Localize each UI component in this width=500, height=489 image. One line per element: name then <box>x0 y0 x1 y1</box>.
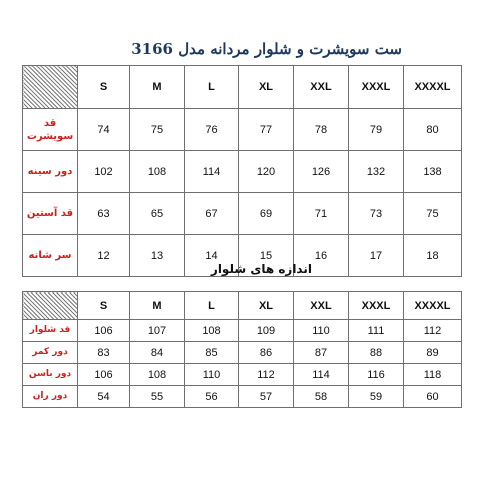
table-cell: 89 <box>404 342 462 364</box>
table-cell: 79 <box>349 109 404 151</box>
table-cell: 106 <box>78 320 130 342</box>
table-cell: 55 <box>130 386 185 408</box>
row-label-thigh: دور ران <box>23 386 78 408</box>
table-cell: 54 <box>78 386 130 408</box>
table-cell: 85 <box>185 342 239 364</box>
table-cell: 60 <box>404 386 462 408</box>
row-label-sweatshirt-length: قد سویشرت <box>23 109 78 151</box>
size-header-row <box>23 66 462 109</box>
table-cell: 59 <box>349 386 404 408</box>
table-cell: 83 <box>78 342 130 364</box>
table-cell: 14 <box>185 235 239 277</box>
table-row <box>23 364 462 386</box>
table-cell: 114 <box>294 364 349 386</box>
table-cell: 86 <box>239 342 294 364</box>
pants-size-table <box>22 291 462 408</box>
row-label-sleeve-length: قد آستین <box>23 193 78 235</box>
size-header: L <box>185 292 239 320</box>
page-title: ست سویشرت و شلوار مردانه مدل 3166 <box>131 40 402 58</box>
table-cell: 107 <box>130 320 185 342</box>
table-row <box>23 193 462 235</box>
table-cell: 17 <box>349 235 404 277</box>
hatched-corner-cell <box>23 292 78 320</box>
table-cell: 71 <box>294 193 349 235</box>
table-cell: 13 <box>130 235 185 277</box>
table-cell: 132 <box>349 151 404 193</box>
table-cell: 108 <box>185 320 239 342</box>
row-label-shoulder: سر شانه <box>23 235 78 277</box>
size-header: XXXL <box>349 292 404 320</box>
table-cell: 63 <box>78 193 130 235</box>
table-cell: 12 <box>78 235 130 277</box>
size-header: M <box>130 66 185 109</box>
table-cell: 108 <box>130 364 185 386</box>
table-cell: 77 <box>239 109 294 151</box>
table-row <box>23 109 462 151</box>
table-cell: 74 <box>78 109 130 151</box>
table-cell: 110 <box>294 320 349 342</box>
table-cell: 126 <box>294 151 349 193</box>
table-cell: 75 <box>404 193 462 235</box>
table-cell: 109 <box>239 320 294 342</box>
table-cell: 87 <box>294 342 349 364</box>
size-header: XXL <box>294 292 349 320</box>
table-cell: 102 <box>78 151 130 193</box>
table-cell: 118 <box>404 364 462 386</box>
table-cell: 15 <box>239 235 294 277</box>
hatched-corner-cell <box>23 66 78 109</box>
row-label-chest: دور سینه <box>23 151 78 193</box>
table-cell: 56 <box>185 386 239 408</box>
table-cell: 84 <box>130 342 185 364</box>
table-cell: 67 <box>185 193 239 235</box>
table-cell: 120 <box>239 151 294 193</box>
pants-section-title: اندازه های شلوار <box>210 262 312 276</box>
size-header: S <box>78 292 130 320</box>
table-cell: 73 <box>349 193 404 235</box>
table-cell: 108 <box>130 151 185 193</box>
size-header: L <box>185 66 239 109</box>
table-cell: 138 <box>404 151 462 193</box>
table-cell: 16 <box>294 235 349 277</box>
table-cell: 80 <box>404 109 462 151</box>
size-header: XXXXL <box>404 292 462 320</box>
table-row <box>23 386 462 408</box>
size-header: M <box>130 292 185 320</box>
table-cell: 116 <box>349 364 404 386</box>
size-header-row <box>23 292 462 320</box>
table-cell: 78 <box>294 109 349 151</box>
table-cell: 69 <box>239 193 294 235</box>
size-header: S <box>78 66 130 109</box>
table-cell: 88 <box>349 342 404 364</box>
row-label-waist: دور کمر <box>23 342 78 364</box>
size-header: XL <box>239 292 294 320</box>
table-row <box>23 320 462 342</box>
table-cell: 76 <box>185 109 239 151</box>
table-row <box>23 151 462 193</box>
table-cell: 65 <box>130 193 185 235</box>
size-header: XXXXL <box>404 66 462 109</box>
table-cell: 58 <box>294 386 349 408</box>
row-label-hip: دور باسن <box>23 364 78 386</box>
table-cell: 112 <box>404 320 462 342</box>
table-cell: 114 <box>185 151 239 193</box>
table-cell: 110 <box>185 364 239 386</box>
size-header: XXXL <box>349 66 404 109</box>
table-cell: 75 <box>130 109 185 151</box>
table-row <box>23 342 462 364</box>
size-header: XL <box>239 66 294 109</box>
table-cell: 106 <box>78 364 130 386</box>
table-cell: 57 <box>239 386 294 408</box>
sweatshirt-size-table <box>22 65 462 277</box>
table-cell: 112 <box>239 364 294 386</box>
size-header: XXL <box>294 66 349 109</box>
row-label-pants-length: قد شلوار <box>23 320 78 342</box>
table-cell: 18 <box>404 235 462 277</box>
table-cell: 111 <box>349 320 404 342</box>
